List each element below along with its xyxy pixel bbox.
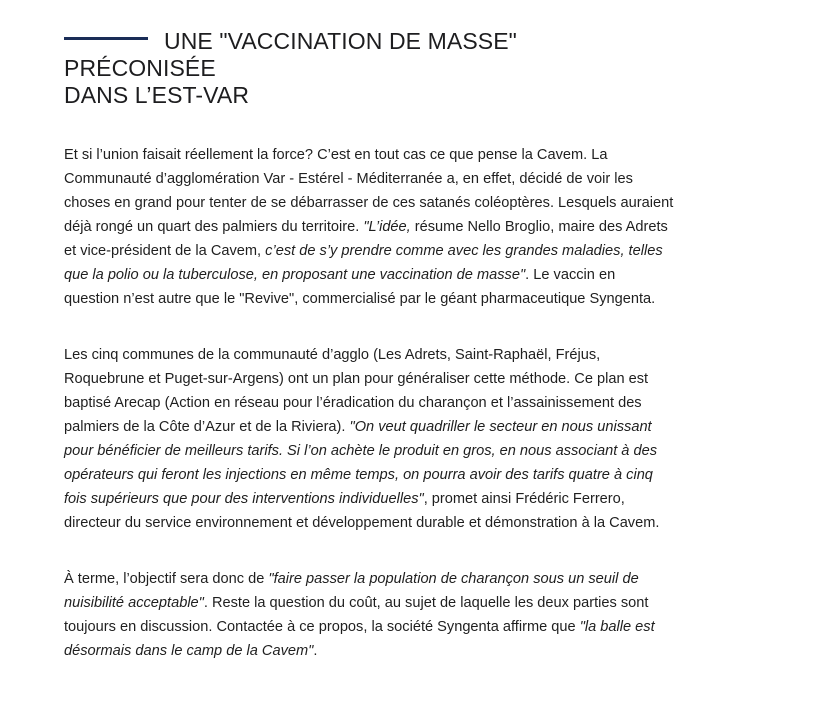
section-heading xyxy=(64,28,674,109)
paragraph-1-text-1: Et si l’union faisait réellement la force? C’est en tout cas ce que pense la Cavem. La Communauté d’agglomération Var - Estérel - Méditerranée a, en effet, décidé de voir les choses en grand pour tenter de se débarrasser de ces satanés coléoptères. Lesquels auraient déjà rongé un quart des palmiers du territoire. xyxy=(64,147,674,235)
paragraph-3-quote-1: "faire passer la population de charançon sous un seuil de nuisibilité acceptable" xyxy=(64,571,639,611)
heading-line-1: UNE "VACCINATION DE MASSE" PRÉCONISÉE xyxy=(64,28,517,81)
paragraph-1-text-2: résume Nello Broglio, maire des Adrets et vice-président de la Cavem, xyxy=(64,219,668,259)
paragraph-3-text-3: . xyxy=(313,643,318,659)
paragraph-3-quote-2: "la balle est désormais dans le camp de la Cavem" xyxy=(64,619,655,659)
article xyxy=(64,28,674,695)
paragraph-3 xyxy=(64,567,674,663)
article-body xyxy=(64,143,674,663)
paragraph-2-text-1: Les cinq communes de la communauté d’agglo (Les Adrets, Saint-Raphaël, Fréjus, Roquebrune et Puget-sur-Argens) ont un plan pour généraliser cette méthode. Ce plan est baptisé Arecap (Action en réseau pour l’éradication du charançon et l’assainissement des palmiers de la Côte d’Azur et de la Riviera). xyxy=(64,347,649,435)
paragraph-2-text-2: , promet ainsi Frédéric Ferrero, directeur du service environnement et développement durable et démonstration à la Cavem. xyxy=(64,491,660,531)
paragraph-1 xyxy=(64,143,674,311)
paragraph-1-quote-2: c’est de s’y prendre comme avec les grandes maladies, telles que la polio ou la tuberculose, en proposant une vaccination de masse" xyxy=(64,243,663,283)
paragraph-2-quote-1: "On veut quadriller le secteur en nous unissant pour bénéficier de meilleurs tarifs. Si l’on achète le produit en gros, en nous associant à des opérateurs qui feront les injections en même temps, on pourra avoir des tarifs quatre à cinq fois supérieurs que pour des interventions individuelles" xyxy=(64,419,658,507)
paragraph-1-text-3: . Le vaccin en question n’est autre que le "Revive", commercialisé par le géant pharmaceutique Syngenta. xyxy=(64,267,656,307)
paragraph-3-text-2: . Reste la question du coût, au sujet de laquelle les deux parties sont toujours en discussion. Contactée à ce propos, la société Syngenta affirme que xyxy=(64,595,649,635)
paragraph-3-text-1: À terme, l’objectif sera donc de xyxy=(64,571,269,587)
heading-accent-rule xyxy=(64,37,148,40)
paragraph-2 xyxy=(64,343,674,535)
heading-line-2: DANS L’EST-VAR xyxy=(64,82,250,108)
paragraph-1-quote-1: "L’idée, xyxy=(363,219,411,235)
